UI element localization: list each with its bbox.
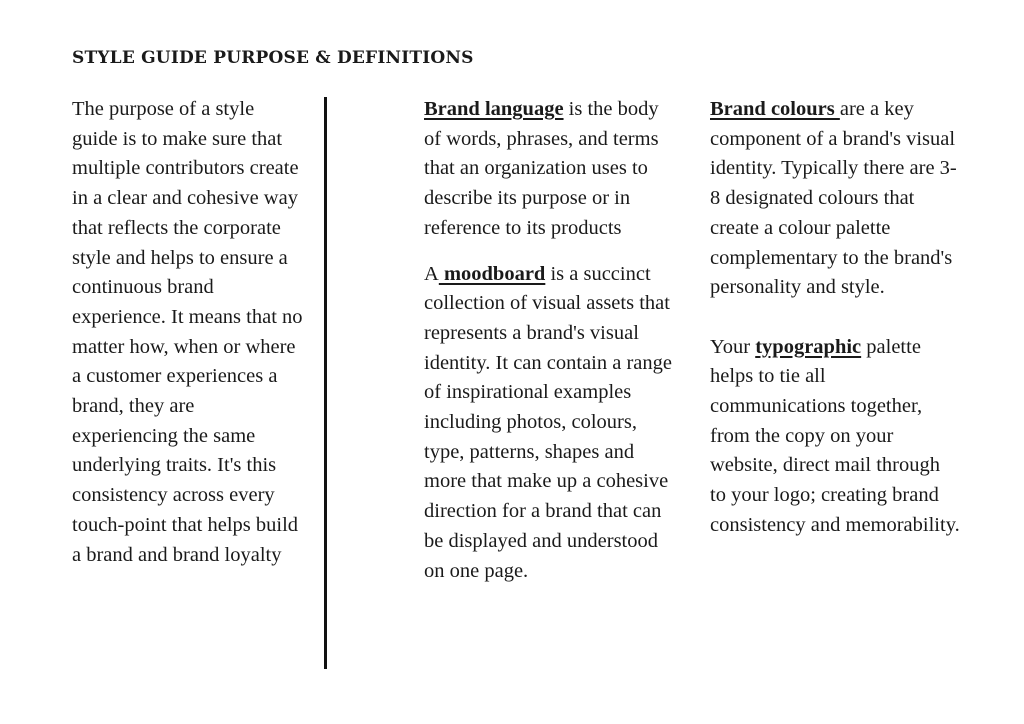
brand-colours-text: are a key component of a brand's visual identity. Typically there are 3-8 designated colours that create a colour palette complementary to the brand's personality and style. [710,98,957,299]
definitions-column-right [710,95,960,541]
moodboard-text: is a succinct collection of visual assets that represents a brand's visual identity. It can contain a range of inspirational examples including photos, colours, type, patterns, shapes and more that make up a cohesive direction for a brand that can be displayed and understood on one page. [424,262,672,582]
brand-language-term: Brand language [424,98,564,120]
purpose-paragraph: The purpose of a style guide is to make sure that multiple contributors create in a clear and cohesive way that reflects the corporate style and helps to ensure a continuous brand experience. It means that no matter how, when or where a customer experiences a brand, they are experiencing the same underlying traits. It's this consistency across every touch-point that helps build a brand and brand loyalty [72,98,303,566]
brand-colours-term: Brand colours [710,98,840,120]
brand-colours-definition [710,95,960,303]
typographic-prefix: Your [710,335,756,358]
moodboard-definition [424,260,674,587]
brand-language-definition [424,95,674,244]
column-divider [324,97,327,669]
typographic-text: palette helps to tie all communications together, from the copy on your website, direct mail through to your logo; creating brand consistency and memorability. [710,335,960,536]
typographic-definition [710,333,960,541]
definitions-column-middle [424,95,674,586]
brand-language-text: is the body of words, phrases, and terms that an organization uses to describe its purpose or in reference to its products [424,98,659,239]
page-title: STYLE GUIDE PURPOSE & DEFINITIONS [72,48,474,68]
purpose-column [72,95,304,570]
typographic-term: typographic [755,335,862,358]
moodboard-prefix: A [424,262,439,285]
moodboard-term: moodboard [438,262,546,285]
